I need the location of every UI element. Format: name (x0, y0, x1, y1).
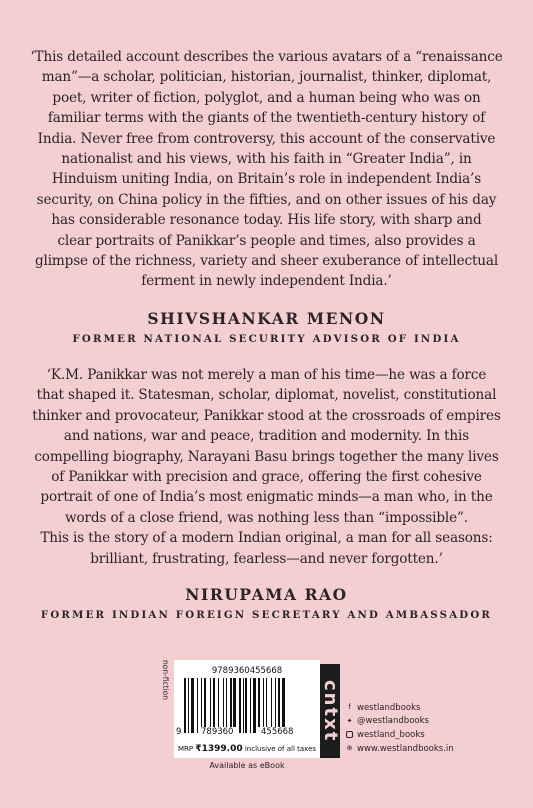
quote-author-name: NIRUPAMA RAO (185, 585, 348, 604)
barcode-bar (258, 678, 260, 733)
barcode-bar (201, 678, 202, 733)
barcode-bar (213, 678, 215, 733)
price-line (178, 744, 316, 754)
quote-line: of Panikkar with precision and grace, offering the first cohesive (51, 469, 482, 486)
barcode-bar (243, 678, 244, 733)
quote-line: has considerable resonance today. His life story, with sharp and (51, 212, 482, 229)
web-icon: ⊕ (346, 744, 353, 753)
barcode-bar (245, 678, 247, 733)
quote-line: clear portraits of Panikkar’s people and times, also provides a (57, 232, 476, 249)
tax-note: inclusive of all taxes (244, 745, 317, 753)
quote-line: poet, writer of fiction, polyglot, and a human being who was on (52, 89, 481, 106)
quote-line: that shaped it. Statesman, scholar, diplomat, novelist, constitutional (36, 387, 497, 404)
facebook-icon: f (348, 703, 351, 712)
barcode-bar (184, 678, 186, 733)
barcode-bar (239, 678, 241, 733)
barcode-bar (253, 678, 256, 733)
quote-line: familiar terms with the giants of the twentieth-century history of (47, 110, 486, 127)
quote-shivshankar-menon (26, 47, 507, 292)
barcode-digits-left: 789360 (198, 727, 236, 737)
quote-line: India. Never free from controversy, this account of the conservative (37, 130, 496, 147)
barcode-bar (271, 678, 272, 733)
ebook-note: Available as eBook (209, 761, 285, 770)
barcode-bars (184, 678, 312, 733)
quote-author-role: FORMER INDIAN FOREIGN SECRETARY AND AMBASSADOR (40, 609, 493, 621)
social-twitter[interactable] (346, 715, 454, 729)
quote-line: thinker and provocateur, Panikkar stood at the crossroads of empires (32, 407, 501, 424)
barcode-bar (275, 678, 276, 733)
quote-line: and nations, war and peace, tradition and modernity. In this (63, 428, 470, 445)
barcode-bar (223, 678, 224, 733)
quote-line: portrait of one of India’s most enigmatic minds—a man who, in the (40, 489, 493, 506)
publisher-logo: cntxt (320, 664, 340, 758)
quote-line: nationalist and his views, with his faith in “Greater India”, in (61, 151, 472, 168)
quote-line: words of a close friend, was nothing less than “impossible”. (65, 509, 468, 526)
barcode-bar (278, 678, 280, 733)
quote-line: compelling biography, Narayani Basu brings together the many lives (34, 448, 499, 465)
social-label: westland_books (357, 729, 425, 740)
barcode-lead-digit: 9 (176, 727, 182, 737)
price: ₹1399.00 (195, 744, 243, 754)
barcode-bar (230, 678, 232, 733)
barcode-bar (226, 678, 227, 733)
quote-nirupama-rao (26, 365, 507, 569)
quote-line: This is the story of a modern Indian original, a man for all seasons: (40, 530, 493, 547)
barcode-bar (233, 678, 236, 733)
barcode-bar (210, 678, 211, 733)
quote-line: brilliant, frustrating, fearless—and never forgotten.’ (90, 550, 443, 567)
barcode-bar (204, 678, 206, 733)
barcode-block (174, 660, 320, 758)
quote-author-name: SHIVSHANKAR MENON (147, 309, 386, 328)
social-links (346, 701, 454, 755)
genre-label: non-fiction (161, 660, 170, 701)
barcode-bar (188, 678, 189, 733)
quote-line: man”—a scholar, politician, historian, journalist, thinker, diplomat, (41, 69, 492, 86)
barcode-bar (282, 678, 285, 733)
barcode-bar (266, 678, 267, 733)
social-label: www.westlandbooks.in (357, 743, 454, 754)
quote-line: security, on China policy in the fifties, and on other issues of his day (36, 191, 497, 208)
barcode-bar (197, 678, 198, 733)
barcode-digits-right: 455668 (258, 727, 296, 737)
social-website[interactable] (346, 742, 454, 756)
social-facebook[interactable] (346, 701, 454, 715)
social-label: @westlandbooks (357, 716, 429, 727)
barcode-bar (218, 678, 219, 733)
instagram-icon (346, 731, 353, 738)
quote-line: Hinduism uniting India, on Britain’s role in independent India’s (51, 171, 482, 188)
social-instagram[interactable] (346, 728, 454, 742)
social-label: westlandbooks (357, 702, 421, 713)
quote-line: glimpse of the richness, variety and sheer exuberance of intellectual (34, 253, 499, 270)
quote-line: ferment in newly independent India.’ (141, 273, 392, 290)
barcode-bar (191, 678, 194, 733)
barcode-bar (250, 678, 251, 733)
barcode-bar (263, 678, 264, 733)
twitter-icon: ✦ (346, 716, 353, 725)
quote-line: ‘This detailed account describes the various avatars of a “renaissance (30, 49, 503, 65)
isbn-text: 9789360455668 (211, 666, 283, 676)
quote-line: ‘K.M. Panikkar was not merely a man of his time—he was a force (46, 367, 487, 383)
mrp-label: MRP (178, 745, 194, 753)
quote-author-role: FORMER NATIONAL SECURITY ADVISOR OF INDIA (72, 333, 461, 345)
